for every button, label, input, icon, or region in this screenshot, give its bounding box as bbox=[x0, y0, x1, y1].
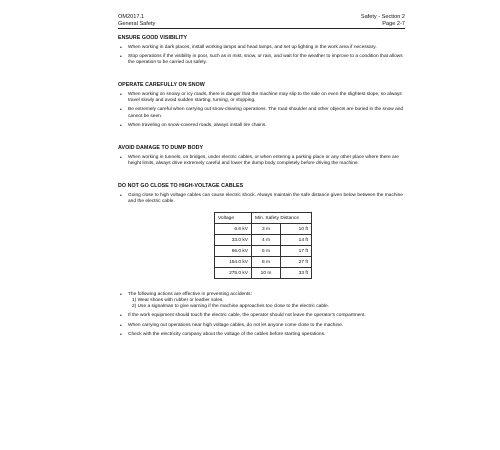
list-item-text: When working in dark places, install working lamps and head lamps, and set up lighting in the work area if necessary. bbox=[128, 45, 377, 50]
voltage-cell: 66.0 kV bbox=[215, 246, 252, 257]
header-left bbox=[118, 14, 155, 27]
high-voltage-list bbox=[118, 193, 405, 205]
voltage-cell: 275.0 kV bbox=[215, 268, 252, 279]
list-item-text: When carrying out operations near high voltage cables, do not let anyone come close to the machine. bbox=[128, 322, 344, 328]
list-item-text: Going close to high voltage cables can cause electric shock. Always maintain the safe distance given below between the machine and the electric cable. bbox=[128, 192, 403, 205]
list-item-text: If the work equipment should touch the electric cable, the operator should not leave the operator's compartment. bbox=[128, 313, 366, 319]
list-item bbox=[118, 107, 405, 119]
bullet-icon: • bbox=[120, 107, 122, 114]
page-number: Page 2-7 bbox=[382, 20, 405, 27]
dump-body-list bbox=[118, 155, 405, 167]
bullet-icon: • bbox=[120, 192, 122, 199]
column-header-voltage: Voltage bbox=[215, 213, 252, 224]
meters-cell: 8 m bbox=[252, 257, 281, 268]
feet-cell: 33 ft bbox=[281, 268, 312, 279]
list-item bbox=[118, 155, 405, 167]
prevention-list bbox=[118, 292, 405, 338]
feet-cell: 10 ft bbox=[281, 224, 312, 235]
bullet-icon: • bbox=[120, 122, 122, 129]
meters-cell: 3 m bbox=[252, 224, 281, 235]
header-right bbox=[361, 14, 405, 27]
feet-cell: 27 ft bbox=[281, 257, 312, 268]
section-title-high-voltage: DO NOT GO CLOSE TO HIGH-VOLTAGE CABLES bbox=[118, 182, 244, 189]
section-title-dump-body: AVOID DAMAGE TO DUMP BODY bbox=[118, 144, 204, 151]
header-section: General Safety bbox=[118, 20, 156, 27]
section-title-visibility: ENSURE GOOD VISIBILITY bbox=[118, 35, 188, 41]
list-item bbox=[118, 45, 405, 51]
list-item bbox=[118, 332, 405, 338]
doc-id: OM2017.1 bbox=[118, 14, 145, 20]
bullet-icon: • bbox=[120, 154, 122, 161]
voltage-cell: 154.0 kV bbox=[215, 257, 252, 268]
meters-cell: 4 m bbox=[252, 235, 281, 246]
list-item-text: When working on snowy or icy roads, there is danger that the machine may slip to the side on even the slightest slope, so always travel slowly and avoid sudden starting, turning, or stopping. bbox=[128, 92, 402, 104]
prevention-sub-item: 2) Use a signalman to give warning if the machine approaches too close to the electric cable. bbox=[132, 304, 330, 310]
table-header-row bbox=[215, 213, 312, 224]
column-header-distance: Min. Safety Distance bbox=[252, 213, 312, 224]
list-item bbox=[118, 313, 405, 319]
bullet-icon: • bbox=[120, 331, 122, 338]
list-item-text: Be extremely careful when carrying out snow-clearing operations. The road shoulder and other objects are buried in the snow and cannot be seen. bbox=[128, 107, 404, 119]
feet-cell: 14 ft bbox=[281, 235, 312, 246]
page-header bbox=[118, 14, 405, 31]
prevention-sub-item: 1) Wear shoes with rubber or leather soles. bbox=[132, 298, 224, 304]
table-row bbox=[215, 246, 312, 257]
list-item bbox=[118, 54, 405, 66]
prevention-intro: The following actions are effective in preventing accidents: bbox=[128, 292, 252, 298]
voltage-cell: 33.0 kV bbox=[215, 235, 252, 246]
list-item bbox=[118, 92, 405, 104]
feet-cell: 17 ft bbox=[281, 246, 312, 257]
header-rule bbox=[118, 28, 405, 29]
list-item bbox=[118, 193, 405, 205]
list-item-text: When traveling on snow-covered roads, always install tire chains. bbox=[128, 122, 267, 128]
table-row bbox=[215, 268, 312, 279]
list-item bbox=[118, 292, 405, 310]
table-row bbox=[215, 257, 312, 268]
header-title: Safety - Section 2 bbox=[360, 14, 405, 20]
section-title-snow: OPERATE CAREFULLY ON SNOW bbox=[118, 82, 205, 89]
bullet-icon: • bbox=[120, 313, 122, 320]
list-item-text: Stop operations if the visibility in poor, such as in mist, snow, or rain, and wait for the weather to improve to a condition that allows the operation to be carried out safely. bbox=[128, 54, 403, 66]
table-row bbox=[215, 235, 312, 246]
meters-cell: 10 m bbox=[252, 268, 281, 279]
list-item-text: Check with the electricity company about the voltage of the cables before starting operations. bbox=[128, 331, 326, 337]
bullet-icon: • bbox=[120, 292, 122, 299]
bullet-icon: • bbox=[120, 92, 122, 99]
snow-list bbox=[118, 92, 405, 128]
manual-page bbox=[118, 14, 405, 341]
safety-distance-table bbox=[214, 212, 312, 279]
bullet-icon: • bbox=[120, 54, 122, 61]
bullet-icon: • bbox=[120, 45, 122, 51]
meters-cell: 5 m bbox=[252, 246, 281, 257]
visibility-list bbox=[118, 45, 405, 66]
list-item bbox=[118, 323, 405, 329]
table-row bbox=[215, 224, 312, 235]
voltage-cell: 6.6 kV bbox=[215, 224, 252, 235]
list-item bbox=[118, 123, 405, 129]
bullet-icon: • bbox=[120, 322, 122, 329]
list-item-text: When working in tunnels, on bridges, under electric cables, or when entering a parking place or any other place where there are height limits, always drive extremely careful and lower the dump body completely before driving the machine. bbox=[128, 154, 399, 166]
